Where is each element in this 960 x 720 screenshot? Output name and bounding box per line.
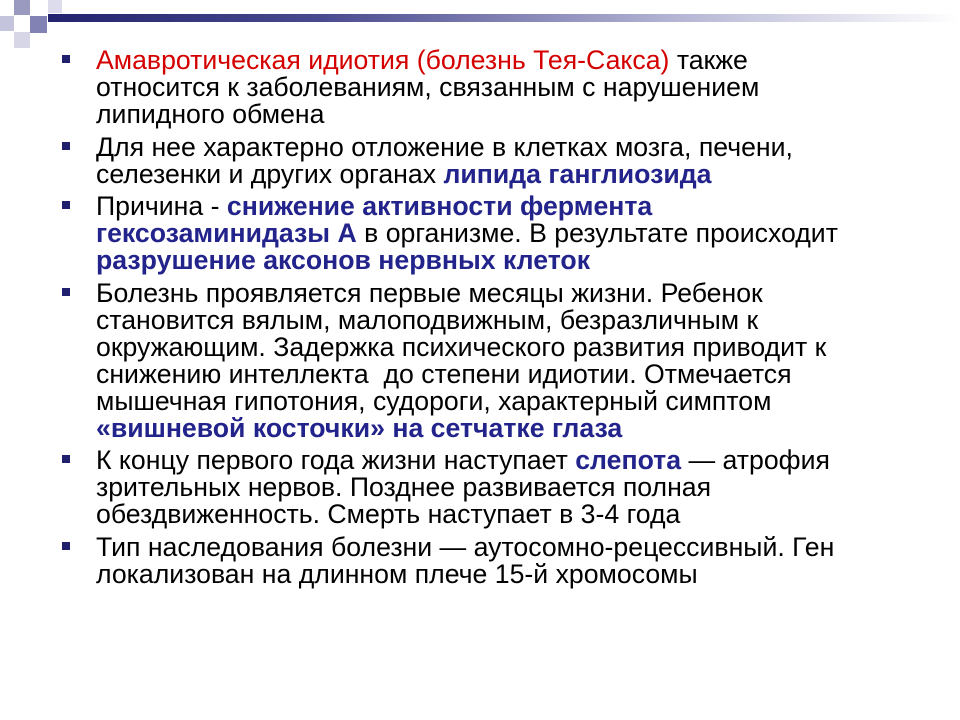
emphasis-text: снижение активности фермента xyxy=(226,191,653,221)
corner-square-decoration xyxy=(14,0,30,15)
body-text: селезенки и других органах xyxy=(96,158,444,189)
body-text: зрительных нервов. Позднее развивается полная xyxy=(96,472,712,502)
emphasis-text: «вишневой косточки» на сетчатке глаза xyxy=(96,412,623,443)
text-line xyxy=(96,101,960,128)
body-text: локализован на длинном плече 15-й хромосомы xyxy=(96,558,698,589)
emphasis-text: разрушение аксонов нервных клеток xyxy=(96,245,591,275)
text-line xyxy=(96,277,960,308)
body-text: снижению интеллекта до степени идиотии. Отмечается xyxy=(96,358,792,389)
header-gradient-bar xyxy=(48,14,960,22)
emphasis-text: липида ганглиозида xyxy=(443,158,712,189)
text-line xyxy=(96,558,960,589)
bullet-item xyxy=(0,447,960,528)
corner-square-decoration xyxy=(0,16,14,31)
text-line xyxy=(96,358,960,389)
square-bullet-icon xyxy=(62,201,70,209)
text-line xyxy=(96,220,960,247)
disease-name-highlight: Амавротическая идиотия (болезнь Тея-Сакса) xyxy=(96,45,670,75)
square-bullet-icon xyxy=(62,542,70,550)
body-text: обездвиженность. Смерть наступает в 3-4 года xyxy=(96,499,681,529)
text-line xyxy=(96,158,960,189)
body-text: К концу первого года жизни наступает xyxy=(96,445,576,475)
text-line xyxy=(96,501,960,528)
body-text: в организме. В результате происходит xyxy=(356,218,838,248)
corner-square-decoration xyxy=(14,32,30,48)
text-line xyxy=(96,131,960,162)
text-line xyxy=(96,447,960,474)
corner-square-decoration xyxy=(30,16,47,33)
text-line xyxy=(96,247,960,274)
bullet-item xyxy=(0,277,960,443)
body-text: липидного обмена xyxy=(96,99,325,129)
square-bullet-icon xyxy=(62,142,70,150)
body-text: Причина - xyxy=(96,191,227,221)
bullet-item xyxy=(0,47,960,128)
body-text: мышечная гипотония, судороги, характерный симптом xyxy=(96,385,772,416)
text-line xyxy=(96,74,960,101)
text-line xyxy=(96,385,960,416)
body-text: также xyxy=(669,45,748,75)
text-line xyxy=(96,47,960,74)
emphasis-text: слепота xyxy=(575,445,682,475)
corner-square-decoration xyxy=(48,0,62,13)
body-text: относится к заболеваниям, связанным с нарушением xyxy=(96,72,760,102)
body-text: — атрофия xyxy=(681,445,830,475)
text-line xyxy=(96,412,960,443)
text-line xyxy=(96,193,960,220)
bullet-item xyxy=(0,193,960,274)
slide-body xyxy=(0,47,960,593)
body-text: Болезнь проявляется первые месяцы жизни. Ребенок xyxy=(96,277,763,308)
bullet-item xyxy=(0,531,960,589)
text-line xyxy=(96,304,960,335)
emphasis-text: гексозаминидазы А xyxy=(96,218,357,248)
bullet-item xyxy=(0,131,960,189)
square-bullet-icon xyxy=(62,288,70,296)
square-bullet-icon xyxy=(62,55,70,63)
body-text: становится вялым, малоподвижным, безразличным к xyxy=(96,304,759,335)
body-text: окружающим. Задержка психического развития приводит к xyxy=(96,331,827,362)
text-line xyxy=(96,331,960,362)
body-text: Для нее характерно отложение в клетках мозга, печени, xyxy=(96,131,793,162)
square-bullet-icon xyxy=(62,455,70,463)
text-line xyxy=(96,474,960,501)
text-line xyxy=(96,531,960,562)
body-text: Тип наследования болезни — аутосомно-рецессивный. Ген xyxy=(96,531,835,562)
